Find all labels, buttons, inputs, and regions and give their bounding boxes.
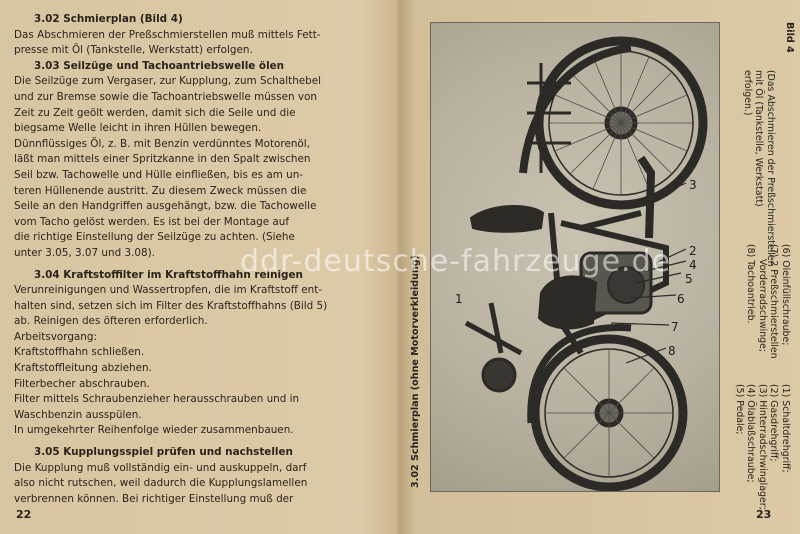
text-line: In umgekehrter Reihenfolge wieder zusammenbauen. (14, 424, 294, 437)
caption-line: (6) Oleinfüllschraube; (780, 244, 791, 346)
text-line: Verunreinigungen und Wassertropfen, die im Kraftstoff ent- (14, 284, 323, 297)
section-heading: 3.04 Kraftstoffilter im Kraftstoffhahn reinigen (34, 268, 303, 281)
caption-line: Vorderradschwinge; (757, 244, 768, 353)
text-line: ab. Reinigen des öfteren erforderlich. (14, 315, 208, 328)
text-line: presse mit Öl (Tankstelle, Werkstatt) erfolgen. (14, 44, 253, 57)
caption-line: (7) 2 Preßschmierstellen (768, 244, 780, 359)
callout-6: 6 (677, 292, 685, 306)
callout-2: 2 (689, 244, 697, 258)
caption-line: (3) Hinterradschwinglager; (757, 384, 768, 510)
legend-column-2 (745, 244, 791, 359)
callout-3: 3 (689, 178, 697, 192)
text-line: also nicht rutschen, weil dadurch die Kupplungslamellen (14, 477, 308, 490)
text-line: verbrennen können. Bei richtiger Einstellung muß der (14, 492, 294, 505)
caption-line: erfolgen.) (742, 70, 753, 116)
text-line: Die Kupplung muß vollständig ein- und auskuppeln, darf (14, 461, 307, 474)
callout-7: 7 (671, 320, 679, 334)
watermark: ddr-deutsche-fahrzeuge.de (240, 244, 672, 279)
text-line: Filterbecher abschrauben. (14, 377, 150, 390)
text-line: Kraftstoffleitung abziehen. (14, 362, 152, 375)
bild-label: Bild 4 (784, 22, 795, 53)
caption-line: (2) Gasdrehgriff; (768, 384, 780, 462)
section-heading: 3.03 Seilzüge und Tachoantriebswelle ölen (34, 59, 285, 72)
text-line: Waschbenzin ausspülen. (14, 408, 142, 421)
text-line: läßt man mittels einer Spritzkanne in den Spalt zwischen (14, 153, 311, 166)
left-page-number: 22 (16, 508, 32, 521)
text-line: Die Seilzüge zum Vergaser, zur Kupplung, zum Schalthebel (14, 75, 322, 88)
text-line: teren Hüllenende austritt. Zu diesem Zweck müssen die (14, 184, 307, 197)
bild-caption (742, 70, 777, 267)
caption-line: (Das Abschmieren der Preßschmierstellen (765, 70, 776, 267)
text-line: die richtige Einstellung der Seilzüge zu achten. (Siehe (14, 231, 295, 244)
text-line: Kraftstoffhahn schließen. (14, 346, 145, 359)
text-line: Filter mittels Schraubenzieher herausschrauben und in (14, 393, 300, 406)
section-heading: 3.05 Kupplungsspiel prüfen und nachstellen (34, 446, 293, 459)
text-line: Arbeitsvorgang: (14, 330, 97, 343)
text-line: unter 3.05, 3.07 und 3.08). (14, 246, 155, 259)
motorcycle-photo (430, 22, 720, 492)
text-line: halten sind, setzen sich im Filter des Kraftstoffhahns (Bild 5) (14, 299, 328, 312)
callout-5: 5 (685, 272, 693, 286)
callout-1: 1 (455, 292, 463, 306)
callout-8: 8 (668, 344, 676, 358)
section-heading: 3.02 Schmierplan (Bild 4) (34, 13, 183, 25)
right-page (400, 0, 800, 534)
photo-caption: 3.02 Schmierplan (ohne Motorverkleidung) (410, 254, 421, 488)
text-line: Seile an den Handgriffen ausgehängt, bzw. die Tachowelle (14, 200, 317, 213)
caption-line: (8) Tachoantrieb. (745, 244, 757, 324)
caption-line: (5) Pedale; (734, 384, 745, 435)
text-line: Das Abschmieren der Preßschmierstellen muß mittels Fett- (14, 28, 321, 41)
text-line: Zeit zu Zeit geölt werden, damit sich die Seile und die (14, 106, 296, 119)
callout-4: 4 (689, 258, 697, 272)
text-line: Dünnflüssiges Öl, z. B. mit Benzin verdünntes Motorenöl, (14, 137, 310, 150)
moped-illustration (431, 23, 719, 491)
text-line: vom Tacho gelöst werden. Es ist bei der Montage auf (14, 215, 290, 228)
caption-line: mit Öl (Tankstelle, Werkstatt) (753, 70, 765, 207)
left-page-text (14, 12, 386, 507)
legend-column-1 (734, 384, 792, 510)
caption-line: (4) Ölablaßschraube; (745, 384, 757, 483)
text-line: und zur Bremse sowie die Tachoantriebswelle müssen von (14, 90, 318, 103)
text-line: biegsame Welle leicht in ihren Hüllen bewegen. (14, 122, 262, 135)
right-page-number: 23 (756, 508, 772, 521)
caption-line: (1) Schaltdrehgriff; (780, 384, 791, 473)
text-line: Seil bzw. Tachowelle und Hülle einfließen, bis es am un- (14, 168, 304, 181)
